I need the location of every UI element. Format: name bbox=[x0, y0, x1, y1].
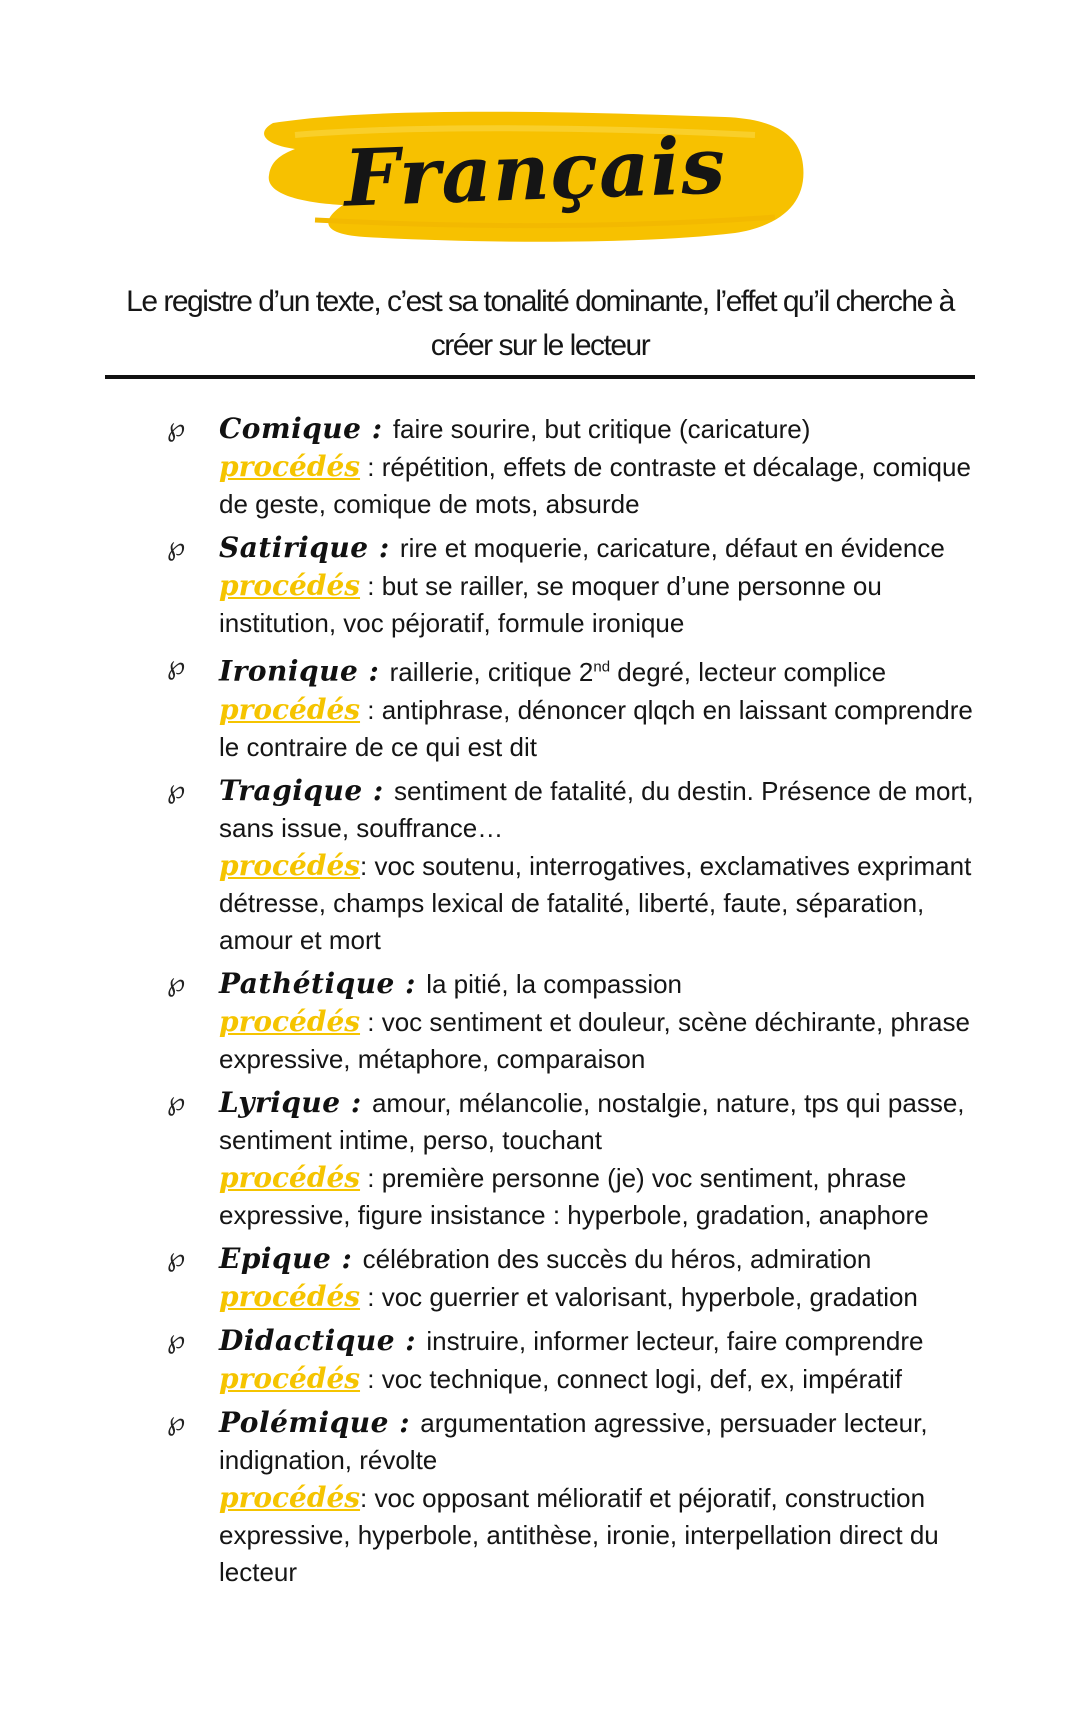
registre-desc: amour, mélancolie, nostalgie, nature, tps qui passe, sentiment intime, perso, touchant bbox=[219, 1087, 965, 1155]
procedes-text: but se railler, se moquer d’une personne ou institution, voc péjoratif, formule ironique bbox=[219, 571, 882, 638]
registre-desc: faire sourire, but critique (caricature) bbox=[392, 414, 811, 444]
procedes-label: procédés bbox=[219, 569, 361, 602]
procedes-label: procédés bbox=[219, 450, 361, 483]
registre-name: Ironique bbox=[219, 654, 359, 688]
procedes-text: voc guerrier et valorisant, hyperbole, gradation bbox=[381, 1281, 918, 1312]
intro-line-1: Le registre d’un texte, c’est sa tonalité dominante, l’effet qu’il cherche à bbox=[126, 285, 954, 318]
registre-list bbox=[163, 410, 993, 1597]
list-item-lyrique: ℘ Lyrique : amour, mélancolie, nostalgie, nature, tps qui passe, sentiment intime, perso, touchant procédés : première personne (je) voc sentiment, phrase expressive, figure insistance : hyperbole, gradation, anaphore bbox=[167, 1085, 965, 1230]
procedes-text: antiphrase, dénoncer qlqch en laissant comprendre le contraire de ce qui est dit bbox=[219, 694, 973, 762]
registre-desc: raillerie, critique 2nd degré, lecteur complice bbox=[389, 656, 887, 687]
list-item-ironique: ℘ Ironique : raillerie, critique 2nd degré, lecteur complice procédés : antiphrase, dénoncer qlqch en laissant comprendre le contraire de ce qui est dit bbox=[167, 651, 973, 762]
list-item-polemique: ℘ Polémique : argumentation agressive, persuader lecteur, indignation, révolte procédés: voc opposant mélioratif et péjoratif, construction expressive, hyperbole, antithèse, ironie, interpellation direct du lecteur bbox=[167, 1405, 939, 1587]
title-banner bbox=[255, 105, 815, 255]
registre-desc: rire et moquerie, caricature, défaut en évidence bbox=[399, 533, 945, 563]
procedes-label: procédés bbox=[219, 848, 361, 882]
registre-desc: la pitié, la compassion bbox=[426, 968, 683, 999]
bullet-icon: ℘ bbox=[167, 651, 186, 681]
procedes-text: voc technique, connect logi, def, ex, impératif bbox=[381, 1363, 902, 1394]
registre-name: Pathétique bbox=[219, 966, 395, 1000]
registre-desc: célébration des succès du héros, admiration bbox=[362, 1243, 872, 1274]
bullet-icon: ℘ bbox=[167, 1324, 186, 1355]
registre-desc: instruire, informer lecteur, faire comprendre bbox=[426, 1325, 924, 1356]
registre-name: Didactique bbox=[219, 1323, 396, 1357]
list-item-pathetique: ℘ Pathétique : la pitié, la compassion procédés : voc sentiment et douleur, scène déchirante, phrase expressive, métaphore, comparaison bbox=[167, 966, 970, 1074]
list-item-didactique: ℘ Didactique : instruire, informer lecteur, faire comprendre procédés : voc technique, connect logi, def, ex, impératif bbox=[167, 1323, 924, 1395]
procedes-label: procédés bbox=[219, 1160, 361, 1194]
registre-name: Comique bbox=[219, 412, 362, 445]
procedes-text: voc sentiment et douleur, scène déchirante, phrase expressive, métaphore, comparaison bbox=[219, 1006, 970, 1074]
bullet-icon: ℘ bbox=[167, 1242, 186, 1273]
bullet-icon: ℘ bbox=[167, 1406, 186, 1437]
list-item-comique: ℘ Comique : faire sourire, but critique (caricature) procédés : répétition, effets de contraste et décalage, comique de geste, comique de mots, absurde bbox=[167, 412, 971, 519]
divider bbox=[105, 375, 975, 379]
procedes-label: procédés bbox=[219, 1361, 361, 1395]
procedes-label: procédés bbox=[219, 1279, 361, 1313]
list-item-satirique: ℘ Satirique : rire et moquerie, caricature, défaut en évidence procédés : but se railler, se moquer d’une personne ou institution, voc péjoratif, formule ironique bbox=[167, 531, 945, 638]
procedes-text: voc opposant mélioratif et péjoratif, construction expressive, hyperbole, antithèse, ironie, interpellation direct du lecteur bbox=[219, 1482, 939, 1587]
intro-text bbox=[110, 280, 970, 368]
bullet-icon: ℘ bbox=[167, 967, 186, 998]
page-title: Français bbox=[342, 120, 728, 225]
procedes-text: voc soutenu, interrogatives, exclamatives exprimant détresse, champs lexical de fatalité, liberté, faute, séparation, amour et mort bbox=[219, 850, 972, 955]
registre-desc: argumentation agressive, persuader lecteur, indignation, révolte bbox=[219, 1407, 928, 1475]
registre-name: Satirique bbox=[219, 531, 369, 564]
registre-name: Polémique bbox=[219, 1405, 389, 1439]
bullet-icon: ℘ bbox=[167, 413, 186, 443]
procedes-label: procédés bbox=[219, 1004, 361, 1038]
registre-name: Tragique bbox=[219, 773, 363, 807]
list-item-tragique: ℘ Tragique : sentiment de fatalité, du destin. Présence de mort, sans issue, souffrance… procédés: voc soutenu, interrogatives, exclamatives exprimant détresse, champs lexical de fatalité, liberté, faute, séparation, amour et mort bbox=[167, 773, 974, 955]
bullet-icon: ℘ bbox=[167, 774, 186, 805]
procedes-label: procédés bbox=[219, 1480, 361, 1514]
list-item-epique: ℘ Epique : célébration des succès du héros, admiration procédés : voc guerrier et valorisant, hyperbole, gradation bbox=[167, 1241, 918, 1313]
registre-name: Epique bbox=[219, 1241, 332, 1275]
procedes-text: répétition, effets de contraste et décalage, comique de geste, comique de mots, absurde bbox=[219, 452, 971, 519]
procedes-text: première personne (je) voc sentiment, phrase expressive, figure insistance : hyperbole, gradation, anaphore bbox=[219, 1162, 929, 1230]
registre-name: Lyrique bbox=[219, 1085, 341, 1119]
bullet-icon: ℘ bbox=[167, 532, 186, 562]
registre-desc: sentiment de fatalité, du destin. Présence de mort, sans issue, souffrance… bbox=[219, 775, 974, 843]
procedes-label: procédés bbox=[219, 692, 361, 726]
intro-line-2: créer sur le lecteur bbox=[430, 329, 650, 362]
bullet-icon: ℘ bbox=[167, 1086, 186, 1117]
